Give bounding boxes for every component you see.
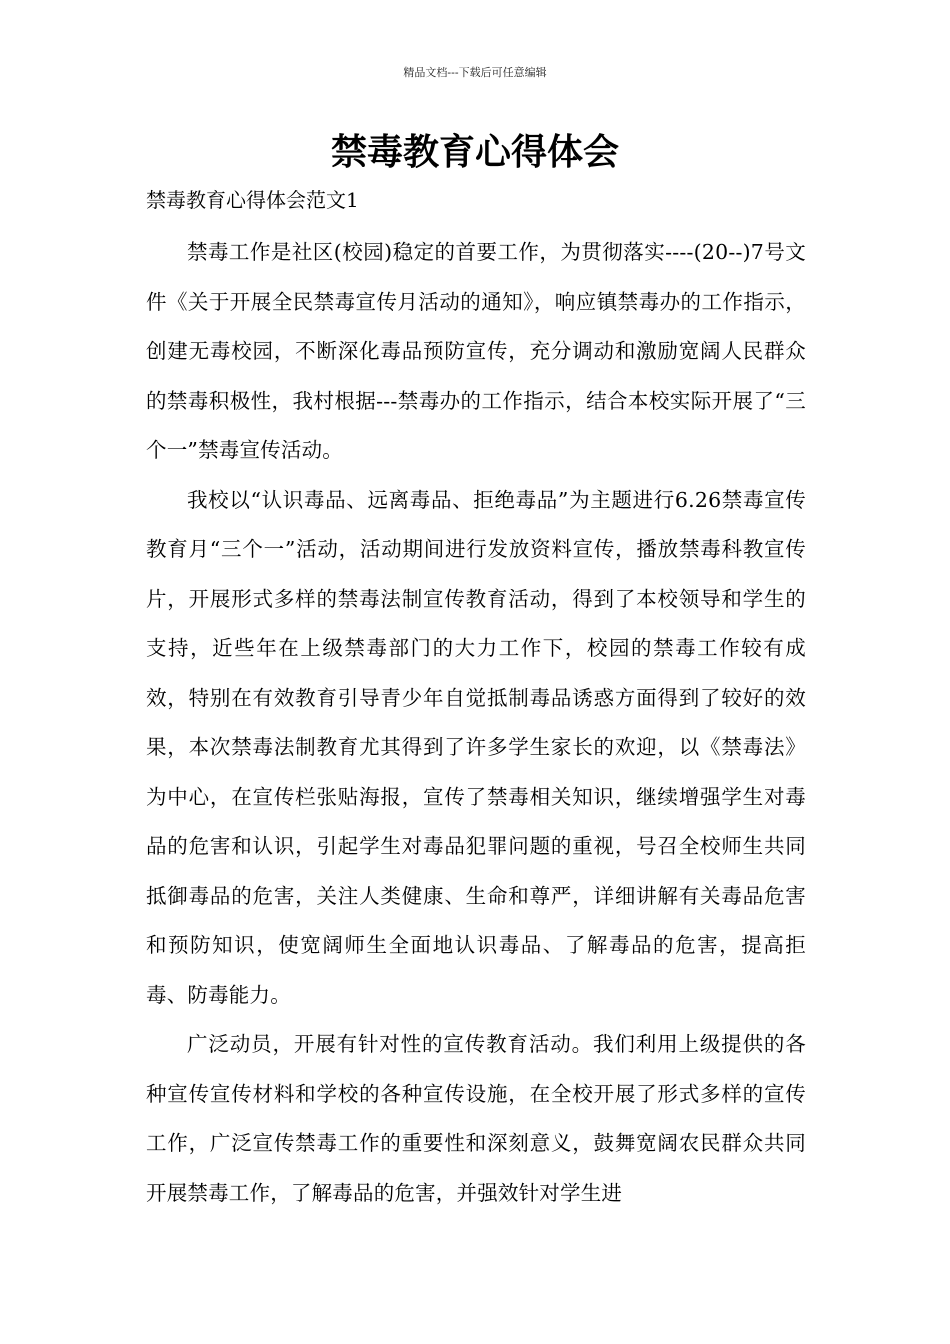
paragraph-1: 禁毒工作是社区(校园)稳定的首要工作，为贯彻落实----(20--)7号文件《关于开展全民禁毒宣传月活动的通知》，响应镇禁毒办的工作指示，创建无毒校园，不断深化毒品预防宣传，充分调动和激励宽阔人民群众的禁毒积极性，我村根据---禁毒办的工作指示，结合本校实际开展了“三个一”禁毒宣传活动。 <box>146 240 806 462</box>
header-note: 精品文档---下载后可任意编辑 <box>403 66 547 79</box>
document-title: 禁毒教育心得体会 <box>330 131 619 173</box>
paragraph-2: 我校以“认识毒品、远离毒品、拒绝毒品”为主题进行6.26禁毒宣传教育月“三个一”活动，活动期间进行发放资料宣传，播放禁毒科教宣传片，开展形式多样的禁毒法制宣传教育活动，得到了本校领导和学生的支持，近些年在上级禁毒部门的大力工作下，校园的禁毒工作较有成效，特别在有效教育引导青少年自觉抵制毒品诱惑方面得到了较好的效果，本次禁毒法制教育尤其得到了许多学生家长的欢迎，以《禁毒法》为中心，在宣传栏张贴海报，宣传了禁毒相关知识，继续增强学生对毒品的危害和认识，引起学生对毒品犯罪问题的重视，号召全校师生共同抵御毒品的危害，关注人类健康、生命和尊严，详细讲解有关毒品危害和预防知识，使宽阔师生全面地认识毒品、了解毒品的危害，提高拒毒、防毒能力。 <box>146 487 806 1007</box>
document-subtitle: 禁毒教育心得体会范文1 <box>146 188 359 212</box>
paragraph-3: 广泛动员，开展有针对性的宣传教育活动。我们利用上级提供的各种宣传宣传材料和学校的各种宣传设施，在全校开展了形式多样的宣传工作，广泛宣传禁毒工作的重要性和深刻意义，鼓舞宽阔农民群众共同开展禁毒工作，了解毒品的危害，并强效针对学生进 <box>146 1032 806 1205</box>
document-body <box>146 228 806 1218</box>
